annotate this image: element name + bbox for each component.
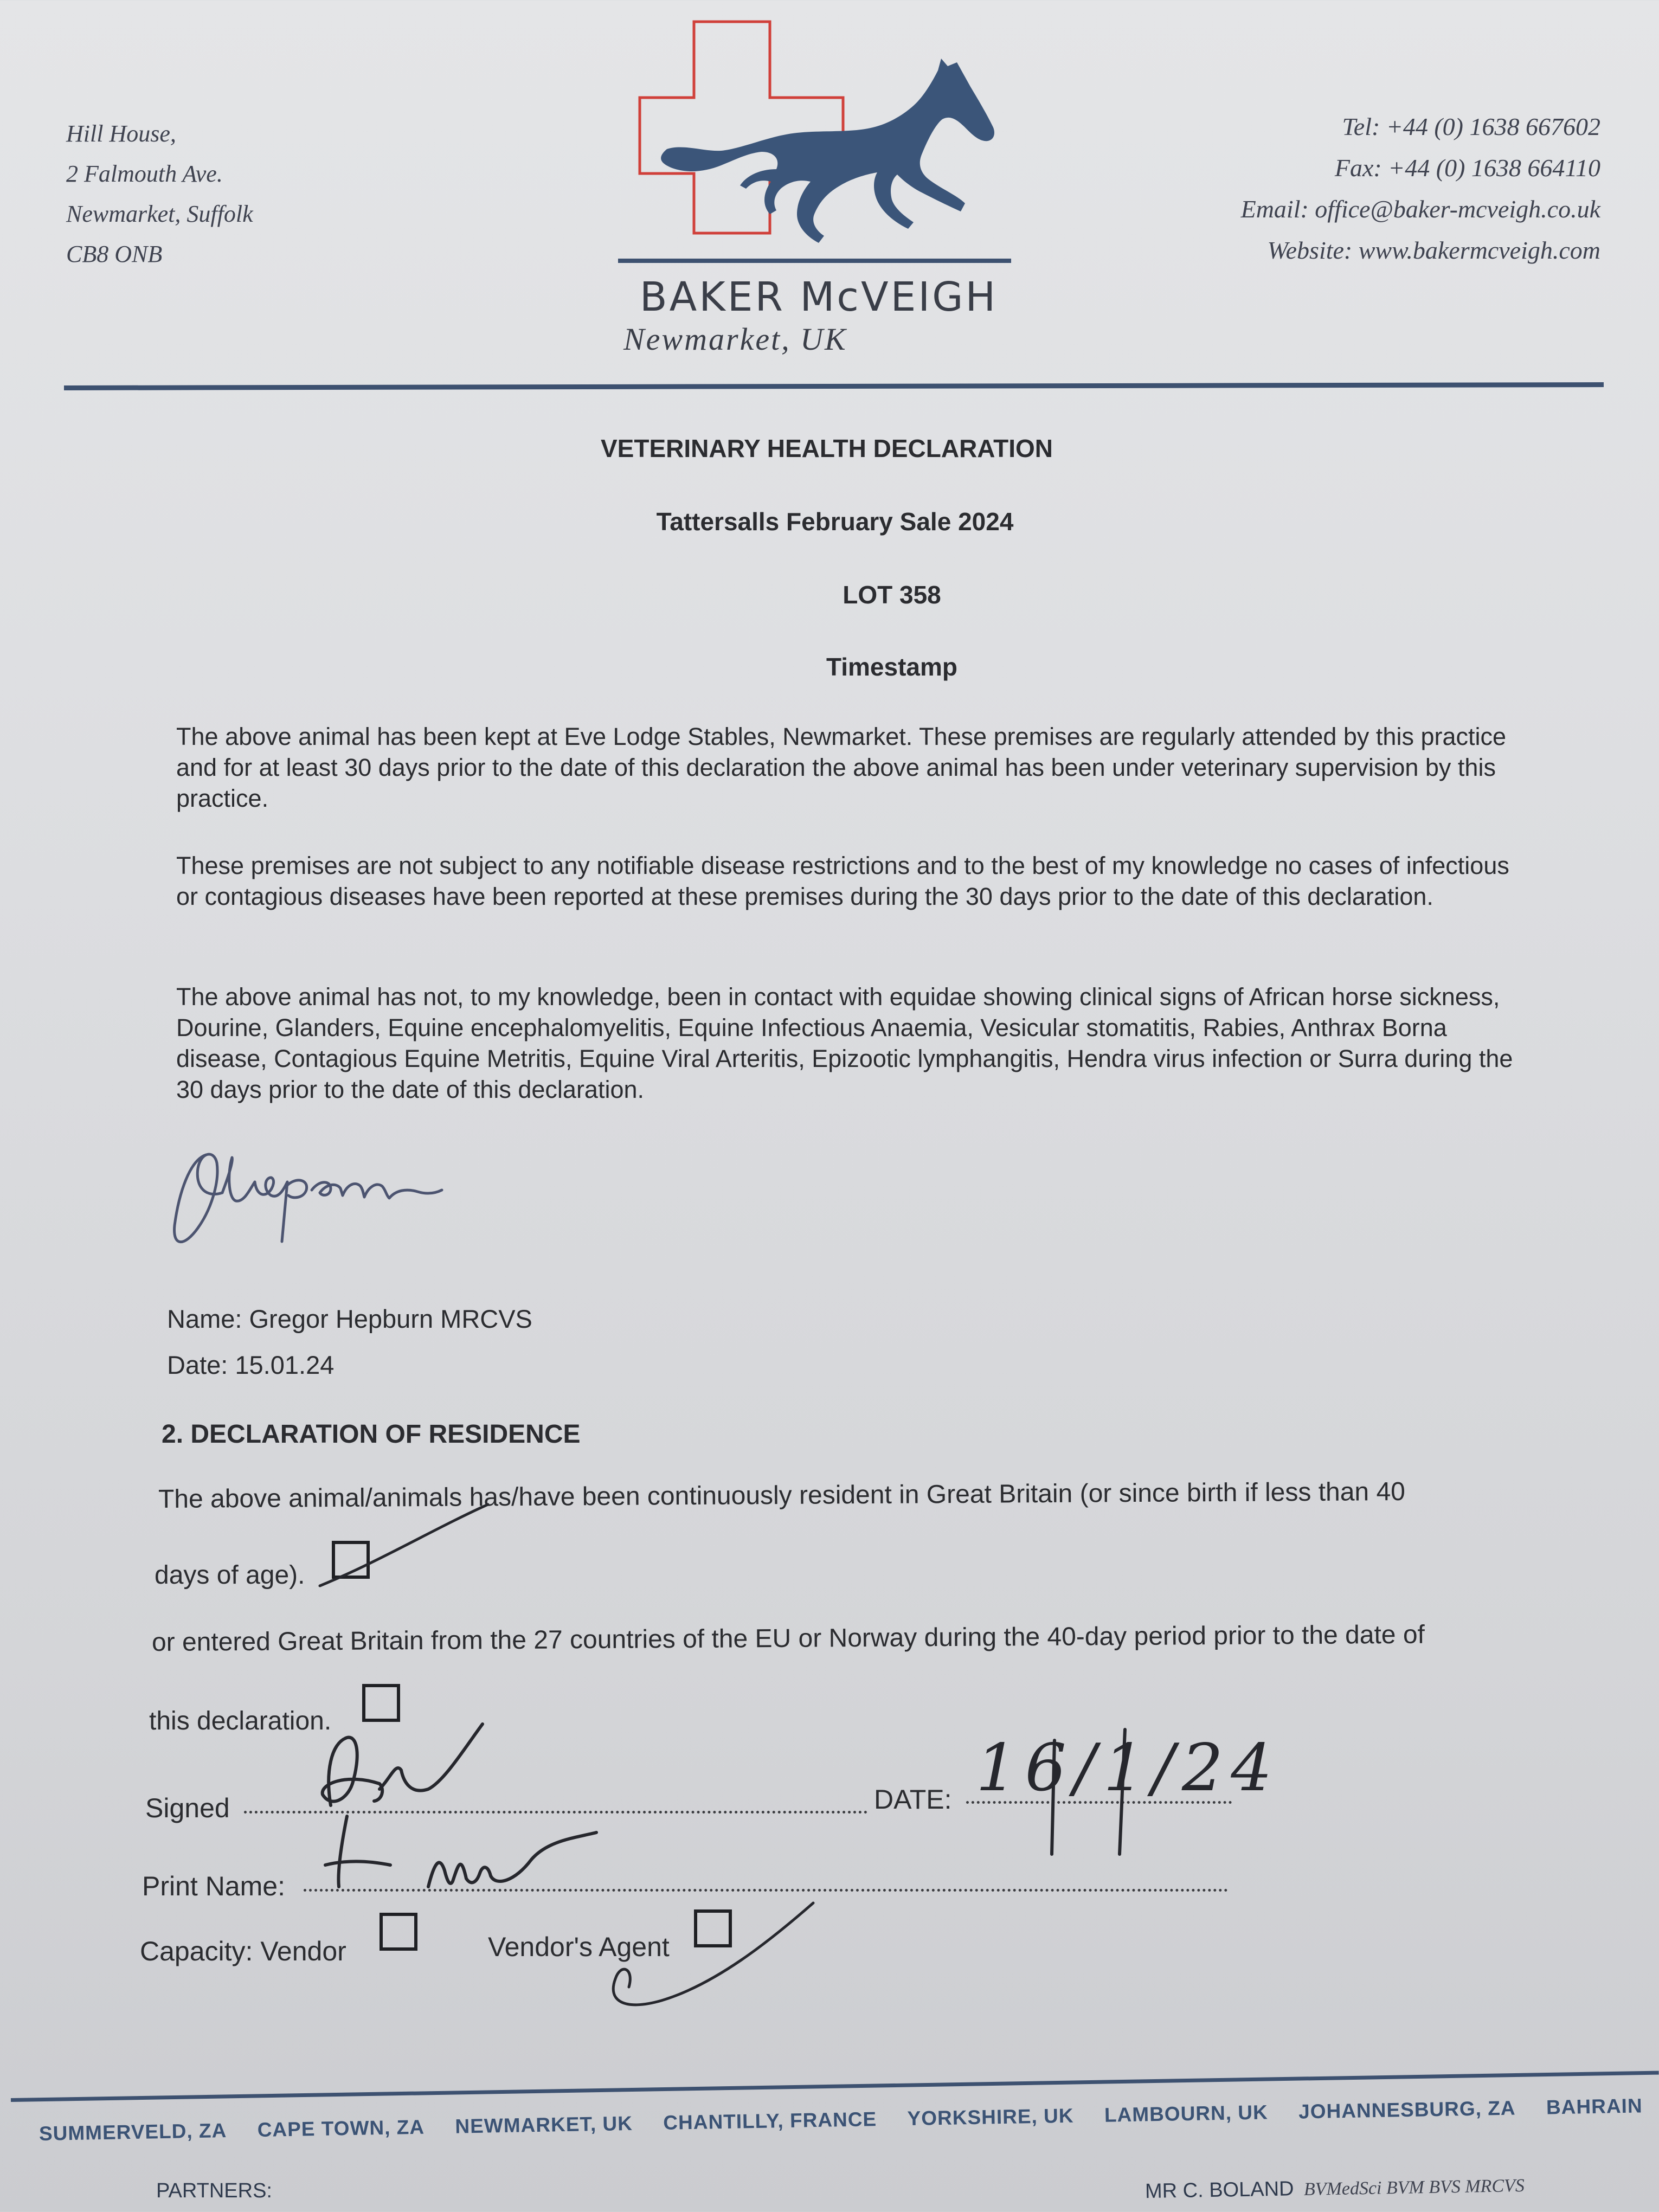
- residence-line: The above animal/animals has/have been continuously resident in Great Britain (or since birth if less than 40: [158, 1477, 1406, 1514]
- print-name-label: Print Name:: [142, 1871, 285, 1901]
- declaration-paragraph: [176, 721, 1515, 814]
- declaration-paragraph: [176, 850, 1515, 912]
- date-label: DATE:: [874, 1784, 952, 1815]
- website-address: Website: www.bakermcveigh.com: [1267, 236, 1600, 264]
- document-title: VETERINARY HEALTH DECLARATION: [601, 434, 1053, 462]
- vet-signature-icon: [168, 1139, 450, 1258]
- address-line: Newmarket, Suffolk: [66, 201, 253, 227]
- email-address: Email: office@baker-mcveigh.co.uk: [1240, 195, 1600, 223]
- paragraph-text: The above animal has been kept at Eve Lodge Stables, Newmarket. These premises are regularly attended by this practice and for at least 30 days prior to the date of this declaration the above animal has been under veterinary supervision by this practice.: [176, 723, 1507, 812]
- footer-divider: [11, 2071, 1659, 2102]
- signature-line[interactable]: [244, 1811, 867, 1814]
- residence-line: days of age).: [155, 1561, 305, 1590]
- practice-address: [66, 114, 253, 274]
- address-line: CB8 ONB: [66, 241, 163, 267]
- vet-date: Date: 15.01.24: [167, 1351, 335, 1379]
- footer-location: SUMMERVELD, ZA: [38, 2119, 227, 2145]
- partner-name: [1145, 2174, 1525, 2203]
- address-line: Hill House,: [66, 120, 176, 147]
- partner-name-text: MR C. BOLAND: [1144, 2177, 1294, 2203]
- fax-number: Fax: +44 (0) 1638 664110: [1334, 154, 1600, 182]
- baker-mcveigh-logo-icon: [618, 16, 1019, 271]
- vendor-checkbox[interactable]: [380, 1913, 417, 1951]
- footer-location: JOHANNESBURG, ZA: [1298, 2097, 1516, 2123]
- footer-location: CHANTILLY, FRANCE: [663, 2108, 877, 2134]
- brand-location: Newmarket, UK: [623, 321, 847, 357]
- declaration-paragraph: [176, 981, 1526, 1105]
- footer-locations: [39, 2094, 1659, 2145]
- header-divider: [64, 382, 1604, 390]
- footer-location: BAHRAIN: [1546, 2094, 1643, 2119]
- handwritten-date: 16/1/24: [976, 1731, 1280, 1806]
- signed-label: Signed: [145, 1793, 230, 1823]
- resident-gb-checkbox[interactable]: [332, 1541, 370, 1579]
- residence-heading: 2. DECLARATION OF RESIDENCE: [162, 1420, 581, 1449]
- vet-name: Name: Gregor Hepburn MRCVS: [167, 1304, 532, 1333]
- footer-location: CAPE TOWN, ZA: [257, 2115, 425, 2141]
- footer-location: NEWMARKET, UK: [455, 2112, 633, 2138]
- residence-line: this declaration.: [149, 1707, 332, 1735]
- practice-contacts: [1113, 106, 1600, 271]
- lot-number: LOT 358: [843, 581, 941, 609]
- print-name-line[interactable]: [304, 1889, 1228, 1892]
- residence-line: or entered Great Britain from the 27 countries of the EU or Norway during the 40-day period prior to the date of: [151, 1620, 1425, 1657]
- sale-name: Tattersalls February Sale 2024: [656, 507, 1014, 536]
- phone-number: Tel: +44 (0) 1638 667602: [1342, 113, 1600, 140]
- capacity-vendor-label: Capacity: Vendor: [140, 1936, 346, 1966]
- brand-name: BAKER McVEIGH: [639, 274, 998, 320]
- timestamp-label: Timestamp: [826, 653, 958, 681]
- partner-qualifications: BVMedSci BVM BVS MRCVS: [1303, 2175, 1525, 2200]
- entered-gb-checkbox[interactable]: [362, 1684, 400, 1722]
- paragraph-text: The above animal has not, to my knowledge, been in contact with equidae showing clinical signs of African horse sickness, Dourine, Glanders, Equine encephalomyelitis, Equine Infectious Anaemia, Vesicular stomatitis, Rabies, Anthrax Borna disease, Contagious Equine Metritis, Equine Viral Arteritis, Epizootic lymphangitis, Hendra virus infection or Surra during the 30 days prior to the date of this declaration.: [176, 983, 1513, 1103]
- address-line: 2 Falmouth Ave.: [66, 160, 223, 187]
- vendor-agent-label: Vendor's Agent: [488, 1932, 670, 1962]
- footer-location: LAMBOURN, UK: [1104, 2101, 1269, 2126]
- partners-label: PARTNERS:: [156, 2179, 272, 2202]
- paragraph-text: These premises are not subject to any notifiable disease restrictions and to the best of my knowledge no cases of infectious or contagious diseases have been reported at these premises during the 30 days prior to the date of this declaration.: [176, 852, 1509, 910]
- footer-location: YORKSHIRE, UK: [907, 2104, 1074, 2130]
- vendor-agent-checkbox[interactable]: [694, 1909, 732, 1947]
